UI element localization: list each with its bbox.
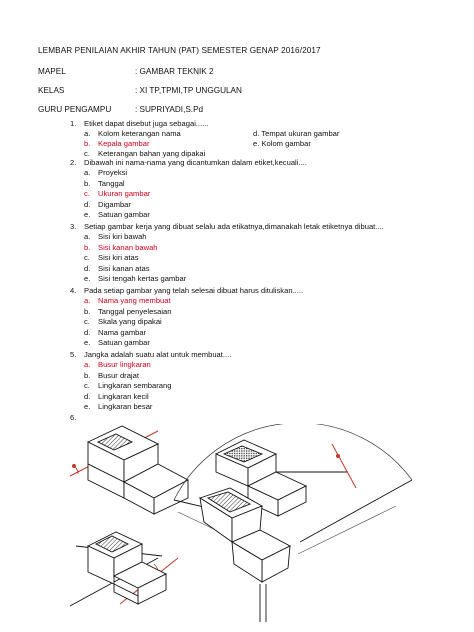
option-letter: a. bbox=[84, 360, 91, 369]
option-letter: d. bbox=[253, 128, 260, 138]
document-title: LEMBAR PENILAIAN AKHIR TAHUN (PAT) SEMESTER GENAP 2016/2017 bbox=[38, 46, 321, 55]
option-text: Keterangan bahan yang dipakai bbox=[98, 148, 206, 158]
option-letter: b. bbox=[84, 370, 91, 380]
option-text: Tanggal bbox=[98, 178, 125, 188]
option-letter: a. bbox=[84, 168, 91, 177]
meta-key: MAPEL bbox=[38, 67, 66, 76]
option-letter: e. bbox=[84, 210, 91, 219]
isometric-drawings-figure bbox=[66, 424, 414, 624]
option-letter: a. bbox=[84, 296, 91, 305]
option-text: Proyeksi bbox=[98, 168, 128, 177]
option-text: Kepala gambar bbox=[98, 138, 150, 148]
option-1e bbox=[253, 139, 311, 148]
option-letter: d. bbox=[84, 199, 91, 209]
option-1d bbox=[253, 129, 339, 138]
option-text: Satuan gambar bbox=[98, 338, 150, 347]
option-text: Satuan gambar bbox=[98, 210, 150, 219]
option-text: Sisi kiri bawah bbox=[98, 232, 147, 241]
question-number: 2. bbox=[70, 158, 77, 167]
option-letter: e. bbox=[84, 338, 91, 347]
option-text: Kolom keterangan nama bbox=[98, 128, 181, 138]
option-text: Digambar bbox=[98, 199, 131, 209]
option-text: Kolom gambar bbox=[261, 138, 311, 148]
option-text: Lingkaran besar bbox=[98, 402, 153, 411]
question-text: Etiket dapat disebut juga sebagai...... bbox=[84, 119, 209, 128]
option-text: Busur lingkaran bbox=[98, 360, 151, 369]
option-letter: b. bbox=[84, 178, 91, 188]
option-letter: c. bbox=[84, 317, 90, 326]
option-letter: a. bbox=[84, 128, 91, 138]
option-text: Ukuran gambar bbox=[98, 189, 151, 198]
question-text: Jangka adalah suatu alat untuk membuat.... bbox=[84, 350, 232, 359]
option-text: Sisi kanan bawah bbox=[98, 242, 158, 252]
option-letter: b. bbox=[84, 242, 91, 252]
option-text: Lingkaran sembarang bbox=[98, 381, 172, 390]
question-number: 5. bbox=[70, 350, 77, 359]
question-number: 3. bbox=[70, 222, 77, 231]
question-number: 1. bbox=[70, 119, 77, 128]
option-text: Tempat ukuran gambar bbox=[261, 128, 340, 138]
meta-key: GURU PENGAMPU bbox=[38, 105, 112, 114]
isometric-block-drawing bbox=[70, 532, 178, 606]
option-letter: c. bbox=[84, 253, 90, 262]
option-letter: d. bbox=[84, 327, 91, 337]
meta-value: : XI TP,TPMI,TP UNGGULAN bbox=[135, 86, 242, 95]
question-text: Pada setiap gambar yang telah selesai dibuat harus dituliskan..... bbox=[84, 286, 304, 295]
meta-value: : GAMBAR TEKNIK 2 bbox=[135, 67, 214, 76]
isometric-block-drawing bbox=[174, 424, 412, 622]
option-text: Nama yang membuat bbox=[98, 296, 171, 305]
option-letter: c. bbox=[84, 189, 90, 198]
isometric-block-drawing bbox=[70, 426, 188, 514]
meta-value: : SUPRIYADI,S.Pd bbox=[135, 105, 204, 114]
option-letter: a. bbox=[84, 232, 91, 241]
option-letter: b. bbox=[84, 306, 91, 316]
question-number: 6. bbox=[70, 413, 77, 422]
question-number: 4. bbox=[70, 286, 77, 295]
meta-key: KELAS bbox=[38, 86, 65, 95]
option-letter: e. bbox=[84, 402, 91, 411]
option-letter: d. bbox=[84, 391, 91, 401]
option-text: Sisi kanan atas bbox=[98, 263, 150, 273]
question-text: Dibawah ini nama-nama yang dicantumkan dalam etiket,kecuali.... bbox=[84, 158, 307, 167]
question-text: Setiap gambar kerja yang dibuat selalu ada etikatnya,dimanakah letak etiketnya dibuat.... bbox=[84, 222, 384, 231]
option-letter: c. bbox=[84, 381, 90, 390]
option-text: Nama gambar bbox=[98, 327, 147, 337]
option-text: Sisi tengah kertas gambar bbox=[98, 274, 187, 283]
option-letter: e. bbox=[253, 138, 260, 148]
option-letter: c. bbox=[84, 148, 90, 158]
option-text: Lingkaran kecil bbox=[98, 391, 149, 401]
option-text: Busur drajat bbox=[98, 370, 139, 380]
option-text: Skala yang dipakai bbox=[98, 317, 162, 326]
option-letter: d. bbox=[84, 263, 91, 273]
option-text: Tanggal penyelesaian bbox=[98, 306, 172, 316]
option-letter: e. bbox=[84, 274, 91, 283]
option-text: Sisi kiri atas bbox=[98, 253, 139, 262]
option-letter: b. bbox=[84, 138, 91, 148]
